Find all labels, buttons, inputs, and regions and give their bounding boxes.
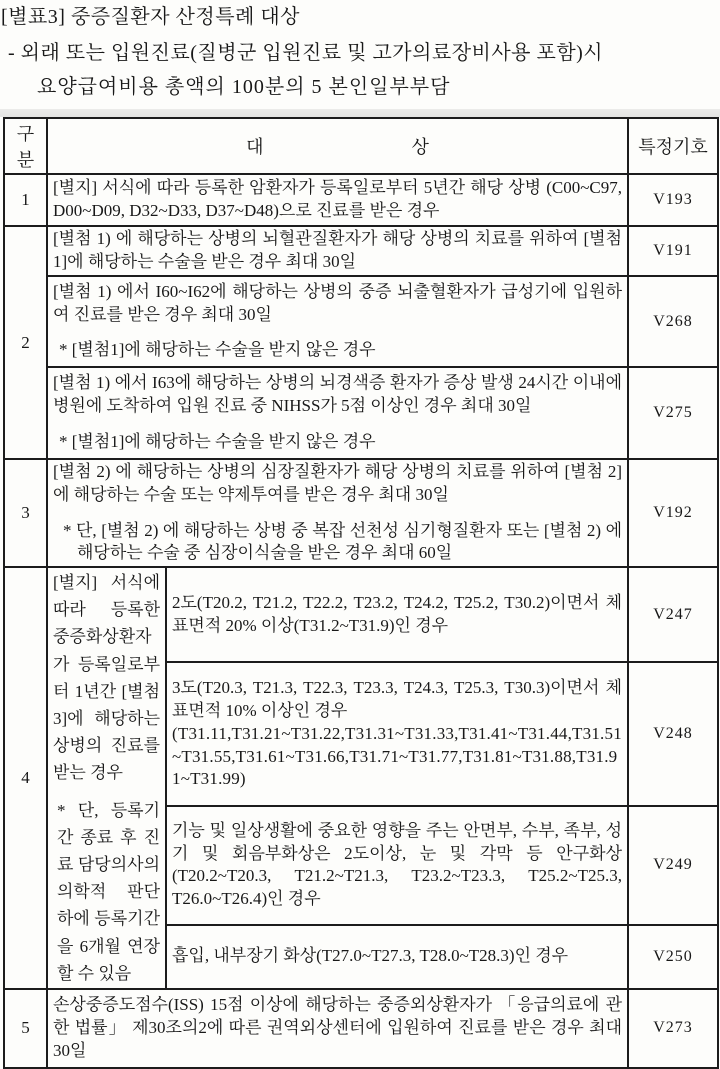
table-row-2c [4,367,718,459]
scan-artifact-band [0,109,720,117]
table-row-2a [4,226,718,276]
r2a-target-text: [별첨 1) 에 해당하는 상병의 뇌혈관질환자가 해당 상병의 치료를 위하여 [별첨 1]에 해당하는 수술을 받은 경우 최대 30일 [53,229,622,271]
r4b-target-codes: (T31.11,T31.21~T31.22,T31.31~T31.33,T31.41~T31.44,T31.51~T31.55,T31.61~T31.66,T31.71~T31.77,T31.81~T31.88,T31.91~T31.99) [172,723,622,789]
r5-code-cell: V273 [628,989,718,1068]
doc-subtitle-line2: 요양급여비용 총액의 100분의 5 본인일부부담 [37,76,451,98]
r1-target-cell [47,174,628,226]
r4c-code-cell: V249 [628,806,718,924]
r3-target-note: * 단, [별첨 2) 에 해당하는 상병 중 복잡 선천성 심기형질환자 또는 [별첨 2) 에 해당하는 수술 중 심장이식술을 받은 경우 최대 60일 [63,520,622,563]
r1-code-cell: V193 [628,174,718,226]
r1-target-text: [별지] 서식에 따라 등록한 암환자가 등록일로부터 5년간 해당 상병 (C00~C97, D00~D09, D32~D33, D37~D48)으로 진료를 받은 경우 [53,178,622,220]
document-page [0,5,720,1060]
r4b-target-text: 3도(T20.3, T21.3, T22.3, T23.3, T24.3, T25.3, T30.3)이면서 체표면적 10% 이상인 경우 [172,678,622,721]
doc-subtitle-line1: - 외래 또는 입원진료(질병군 입원진료 및 고가의료장비사용 포함)시 [8,42,604,64]
r3-gubun-cell: 3 [4,459,47,567]
r2a-code-cell: V191 [628,226,718,276]
table-row-4a [4,567,718,662]
r2c-code-cell: V275 [628,367,718,459]
r3-target-text: [별첨 2) 에 해당하는 상병의 심장질환자가 해당 상병의 치료를 위하여 [별첨 2]에 해당하는 수술 또는 약제투여를 받은 경우 최대 30일 [53,462,622,504]
r4c-target-text: 기능 및 일상생활에 중요한 영향을 주는 안면부, 수부, 족부, 성기 및 회음부화상은 2도이상, 눈 및 각막 등 안구화상(T20.2~T20.3, T21.2~T21.3, T23.2~T23.3, T25.2~T25.3, T26.0~T26.4)인 경우 [172,820,622,909]
r4d-target-text: 흡입, 내부장기 화상(T27.0~T27.3, T28.0~T28.3)인 경우 [172,946,569,966]
r3-target-cell [47,459,628,567]
r5-target-text: 손상중증도점수(ISS) 15점 이상에 해당하는 중증외상환자가 「응급의료에 관한 법률」 제30조의2에 따른 권역외상센터에 입원하여 진료를 받은 경우 최대 30일 [53,995,622,1060]
r2c-target-cell [47,367,628,459]
r3-code-cell: V192 [628,459,718,567]
r4c-target-cell [166,806,628,924]
r5-gubun-cell: 5 [4,989,47,1068]
r4a-code-cell: V247 [628,567,718,662]
r5-target-cell [47,989,628,1068]
r4b-code-cell: V248 [628,662,718,806]
table-row-5 [4,989,718,1068]
r4a-target-text: 2도(T20.2, T21.2, T22.2, T23.2, T24.2, T25.2, T30.2)이면서 체표면적 20% 이상(T31.2~T31.9)인 경우 [172,592,622,635]
r4d-target-cell [166,925,628,989]
table-row-2b [4,276,718,367]
r4d-code-cell: V250 [628,925,718,989]
header-gubun: 구분 [4,118,47,174]
r2a-target-cell [47,226,628,276]
special-case-table [3,117,719,1069]
r2-gubun-cell: 2 [4,226,47,459]
table-header-row [4,118,718,174]
r2b-code-cell: V268 [628,276,718,367]
header-target [47,118,628,174]
doc-title: [별표3] 중증질환자 산정특례 대상 [1,6,300,28]
r4-gubun-cell: 4 [4,567,47,989]
table-row-3 [4,459,718,567]
header-code: 특정기호 [628,118,718,174]
r4-side-cell [47,567,166,989]
header-target-char-b: 상 [411,137,429,157]
r2b-target-note: * [별첨1]에 해당하는 수술을 받지 않은 경우 [59,340,376,360]
r2b-target-text: [별첨 1) 에서 I60~I62에 해당하는 상병의 중증 뇌출혈환자가 급성기에 입원하여 진료를 받은 경우 최대 30일 [53,281,622,324]
r2c-target-note: * [별첨1]에 해당하는 수술을 받지 않은 경우 [59,431,376,451]
header-target-char-a: 대 [246,137,264,157]
r4-side-text: [별지] 서식에 따라 등록한 중증화상환자가 등록일로부터 1년간 [별첨 3]에 해당하는 상병의 진료를 받는 경우 [53,573,160,783]
r1-gubun-cell: 1 [4,174,47,226]
r2b-target-cell [47,276,628,367]
table-row-1 [4,174,718,226]
r4a-target-cell [166,567,628,662]
r4b-target-cell [166,662,628,806]
r4-side-note: * 단, 등록기간 종료 후 진료 담당의사의 의학적 판단 하에 등록기간을 6개월 연장할 수 있음 [57,800,160,983]
r2c-target-text: [별첨 1) 에서 I63에 해당하는 상병의 뇌경색증 환자가 증상 발생 24시간 이내에 병원에 도착하여 입원 진료 중 NIHSS가 5점 이상인 경우 최대 30일 [53,373,622,416]
